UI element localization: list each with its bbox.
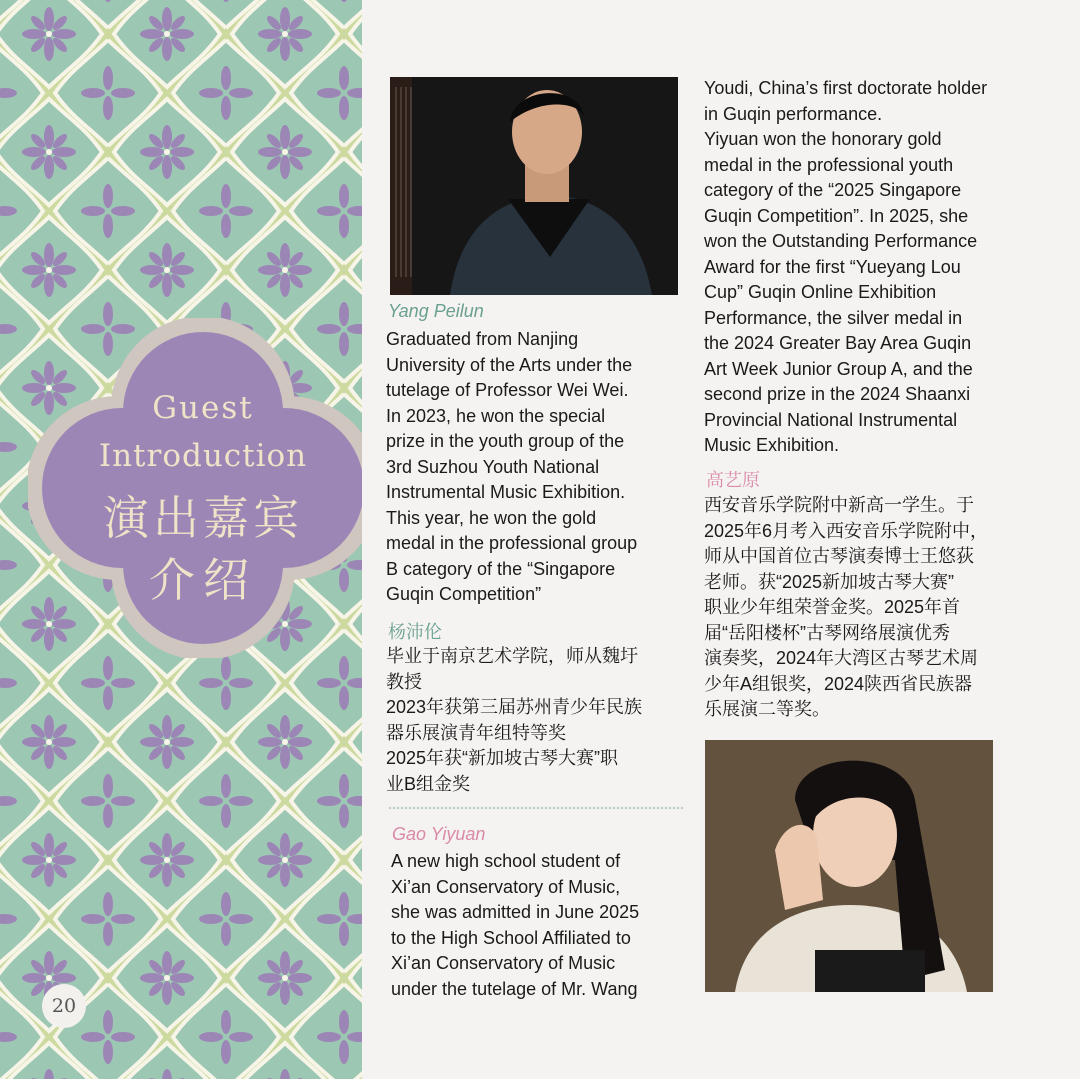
gao-bio-en-part2: Youdi, China’s first doctorate holder in Guqin performance. Yiyuan won the honorary gold medal in the professional youth category of the “2025 Singapore Guqin Competition”. In 2025, she won the Outstanding Performance Award for the first “Yueyang Lou Cup” Guqin Online Exhibition Performance, the silver medal in the 2024 Greater Bay Area Guqin Art Week Junior Group A, and the second prize in the 2024 Shaanxi Provincial National Instrumental Music Exhibition.	[704, 78, 988, 455]
gao-name-zh: 高艺原	[706, 470, 760, 490]
gao-name-en: Gao Yiyuan	[392, 824, 486, 844]
title-en-introduction: Introduction	[98, 438, 308, 474]
gao-yiyuan-photo	[705, 740, 993, 992]
yang-bio-en: Graduated from Nanjing University of the Arts under the tutelage of Professor Wei Wei. In 2023, he won the special prize in the youth group of the 3rd Suzhou Youth National Instrumental Music Exhibition. This year, he won the gold medal in the professional group B category of the “Singapore Guqin Competition”	[386, 329, 638, 604]
gao-bio-en-part1: A new high school student of Xi’an Conservatory of Music, she was admitted in June 2025 to the High School Affiliated to Xi’an Conservatory of Music under the tutelage of Mr. Wang	[391, 851, 640, 999]
yang-bio-zh: 毕业于南京艺术学院，师从魏圩 教授 2023年获第三届苏州青少年民族 器乐展演青年组特等奖 2025年获“新加坡古琴大赛”职 业B组金奖	[386, 646, 643, 794]
section-divider	[388, 806, 684, 810]
yang-peilun-photo	[390, 77, 678, 295]
yang-name-en: Yang Peilun	[388, 301, 484, 321]
title-zh-line1: 演出嘉宾	[103, 491, 303, 545]
title-zh-line2: 介绍	[149, 553, 257, 607]
page-number: 20	[42, 984, 86, 1028]
gao-bio-zh: 西安音乐学院附中新高一学生。于 2025年6月考入西安音乐学院附中， 师从中国首位古琴演奏博士王悠荻 老师。获“2025新加坡古琴大赛” 职业少年组荣誉金奖。2025年首 届“岳阳楼杯”古琴网络展演优秀 演奏奖，2024年大湾区古琴艺术周 少年A组银奖，2024陕西省民族器 乐展演二等奖。	[704, 495, 989, 719]
yang-name-zh: 杨沛伦	[388, 622, 442, 642]
title-en-guest: Guest	[152, 390, 254, 426]
